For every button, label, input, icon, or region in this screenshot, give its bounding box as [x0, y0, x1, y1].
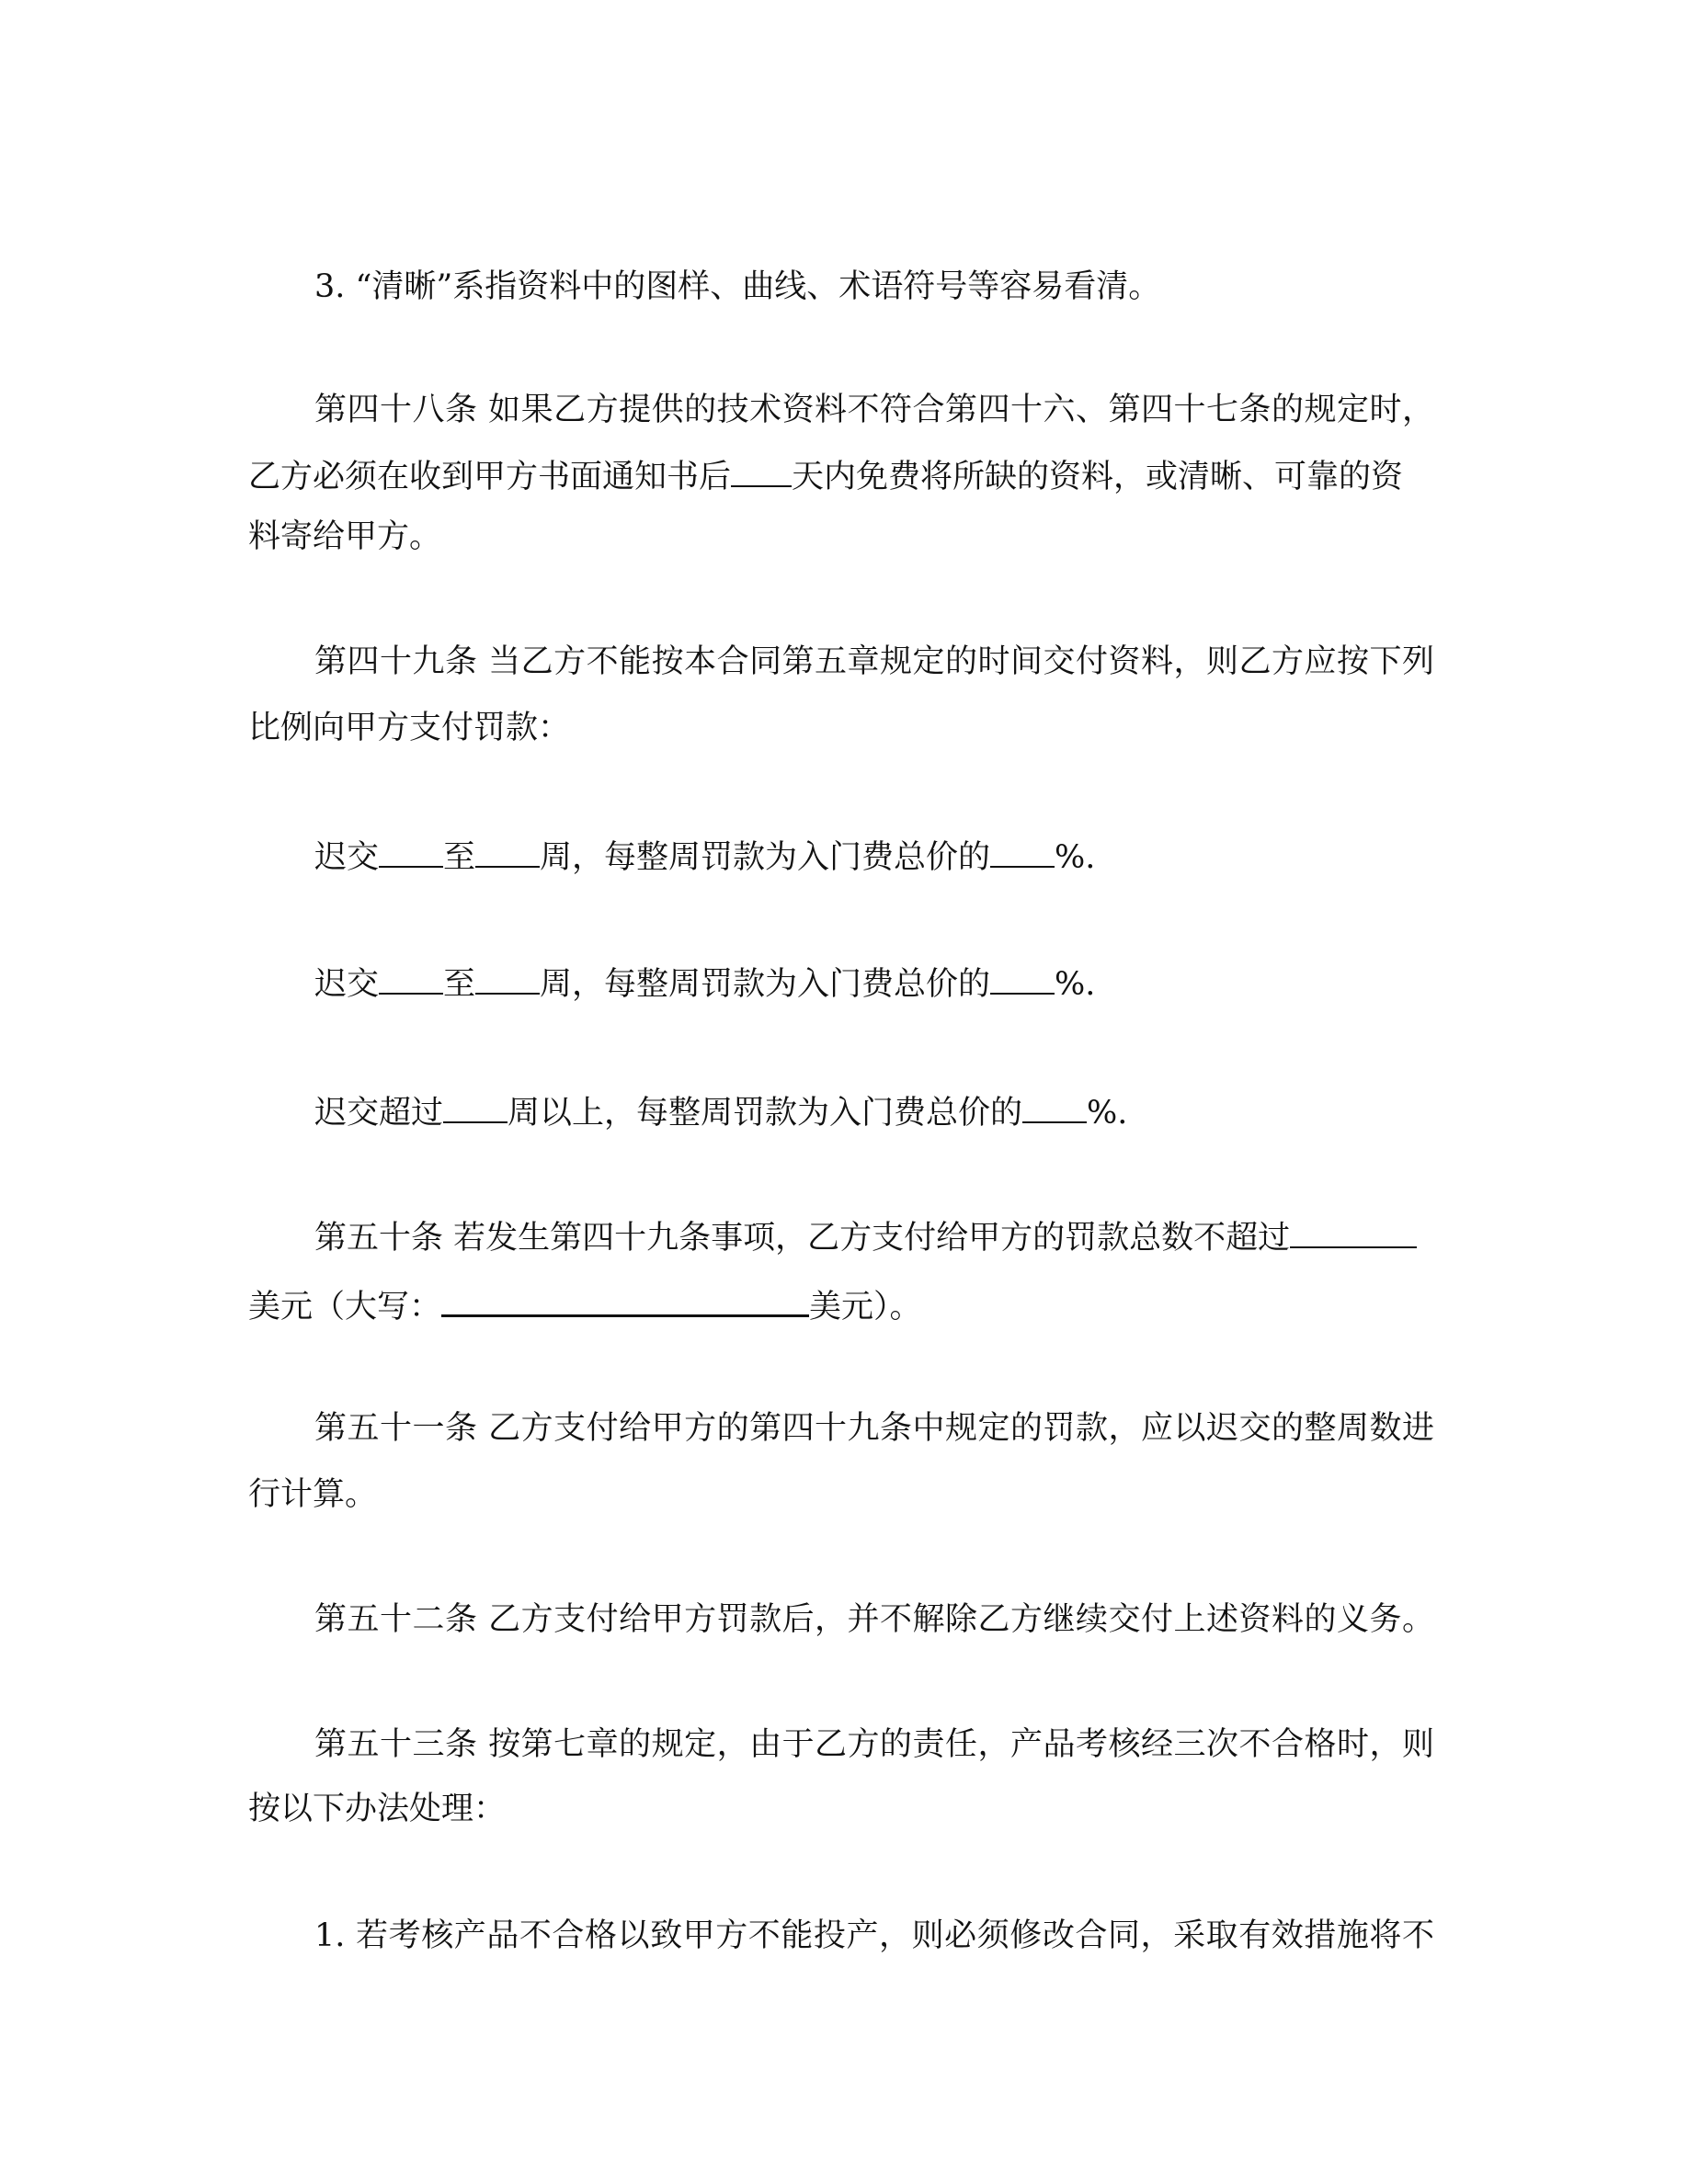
weeks-from-blank-1[interactable]	[379, 835, 443, 868]
weeks-to-blank-1[interactable]	[475, 835, 540, 868]
penalty-row-2-text-d: %.	[1055, 966, 1096, 1003]
article-48-line-2	[248, 454, 1434, 495]
article-53-line-2	[248, 1789, 1434, 1829]
penalty-row-3-text-b: 周以上，每整周罚款为入门费总价的	[508, 1095, 1023, 1132]
article-48-text-2b: 天内免费将所缺的资料，或清晰、可靠的资	[792, 459, 1404, 495]
weeks-to-blank-2[interactable]	[475, 961, 540, 995]
article-48-text-3: 料寄给甲方。	[248, 518, 442, 555]
article-50-line-1	[314, 1215, 1434, 1256]
article-50-text-2b: 美元）。	[809, 1289, 922, 1325]
percent-blank-3[interactable]	[1022, 1090, 1087, 1123]
item-1-text-1: 1. 若考核产品不合格以致甲方不能投产，则必须修改合同，采取有效措施将不	[314, 1917, 1434, 1954]
article-51-text-2: 行计算。	[248, 1476, 378, 1513]
article-49-text-1: 第四十九条 当乙方不能按本合同第五章规定的时间交付资料，则乙方应按下列	[314, 643, 1434, 680]
max-penalty-capital-blank[interactable]	[441, 1283, 809, 1317]
article-53-line-1	[314, 1724, 1434, 1765]
article-50-text-2a: 美元（大写：	[248, 1289, 442, 1325]
penalty-row-2-text-b: 至	[443, 966, 476, 1003]
article-51-text-1: 第五十一条 乙方支付给甲方的第四十九条中规定的罚款，应以迟交的整周数进	[314, 1410, 1434, 1447]
article-51-line-2	[248, 1474, 1434, 1515]
article-48-line-3	[248, 517, 1434, 557]
item-3-clarity-definition	[314, 267, 1434, 307]
item-3-text: 3. “清晰”系指资料中的图样、曲线、术语符号等容易看清。	[314, 268, 1161, 305]
article-49-line-1	[314, 642, 1434, 682]
article-48-text-1: 第四十八条 如果乙方提供的技术资料不符合第四十六、第四十七条的规定时，	[314, 392, 1434, 428]
article-50-line-2	[248, 1283, 1434, 1324]
article-50-text-1: 第五十条 若发生第四十九条事项，乙方支付给甲方的罚款总数不超过	[314, 1220, 1291, 1257]
article-52-text-1: 第五十二条 乙方支付给甲方罚款后，并不解除乙方继续交付上述资料的义务。	[314, 1601, 1434, 1638]
penalty-row-1-text-a: 迟交	[314, 839, 380, 876]
weeks-from-blank-2[interactable]	[379, 961, 443, 995]
penalty-row-1	[314, 835, 1434, 875]
penalty-row-3-text-c: %.	[1087, 1095, 1128, 1132]
max-penalty-usd-blank[interactable]	[1290, 1215, 1417, 1248]
percent-blank-1[interactable]	[990, 835, 1055, 868]
article-53-text-1: 第五十三条 按第七章的规定，由于乙方的责任，产品考核经三次不合格时，则	[314, 1726, 1434, 1763]
penalty-row-2-text-c: 周，每整周罚款为入门费总价的	[540, 966, 991, 1003]
article-53-text-2: 按以下办法处理：	[248, 1791, 507, 1827]
article-51-line-1	[314, 1408, 1434, 1449]
article-49-text-2: 比例向甲方支付罚款：	[248, 710, 571, 746]
penalty-row-1-text-b: 至	[443, 839, 476, 876]
percent-blank-2[interactable]	[990, 961, 1055, 995]
days-blank[interactable]	[731, 454, 792, 487]
article-49-line-2	[248, 708, 1434, 748]
penalty-row-3-text-a: 迟交超过	[314, 1095, 444, 1132]
article-48-line-1	[314, 390, 1434, 430]
item-1-line-1	[314, 1916, 1434, 1956]
penalty-row-2	[314, 961, 1434, 1002]
article-52-line-1	[314, 1599, 1434, 1640]
penalty-row-3	[314, 1090, 1434, 1131]
penalty-row-1-text-c: 周，每整周罚款为入门费总价的	[540, 839, 991, 876]
penalty-row-1-text-d: %.	[1055, 839, 1096, 876]
weeks-over-blank[interactable]	[443, 1090, 508, 1123]
penalty-row-2-text-a: 迟交	[314, 966, 380, 1003]
article-48-text-2a: 乙方必须在收到甲方书面通知书后	[248, 459, 732, 495]
